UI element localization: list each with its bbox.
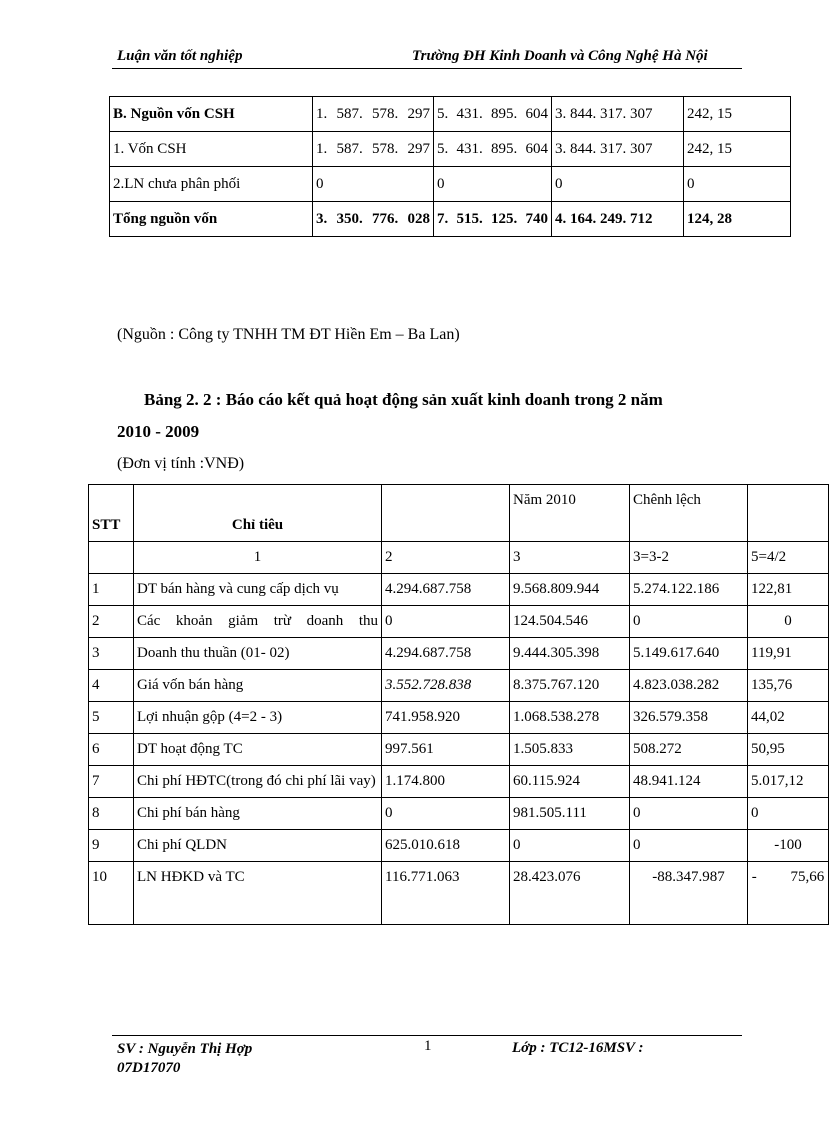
cell: 9.568.809.944 [510, 574, 630, 606]
cell: 9.444.305.398 [510, 638, 630, 670]
cell: 60.115.924 [510, 766, 630, 798]
cell: 3. 844. 317. 307 [552, 132, 684, 167]
cell: 741.958.920 [382, 702, 510, 734]
cell: 5. 431. 895. 604 [434, 97, 552, 132]
cell-stt: 1 [89, 574, 134, 606]
cell-stt: 6 [89, 734, 134, 766]
cell: 0 [510, 830, 630, 862]
cell: 0 [630, 606, 748, 638]
table-header [89, 485, 829, 542]
cell-name: DT bán hàng và cung cấp dịch vụ [134, 574, 382, 606]
cell: 5.017,12 [748, 766, 829, 798]
cell: 122,81 [748, 574, 829, 606]
cell: 326.579.358 [630, 702, 748, 734]
footer-student [117, 1040, 252, 1078]
footer-student-code: 07D17070 [117, 1060, 181, 1076]
table-row [89, 830, 829, 862]
row-label: B. Nguồn vốn CSH [110, 97, 313, 132]
table-row [89, 766, 829, 798]
cell: 0 [382, 798, 510, 830]
cell: 5. 431. 895. 604 [434, 132, 552, 167]
cell: 1.505.833 [510, 734, 630, 766]
cell: 0 [748, 798, 829, 830]
cell: 997.561 [382, 734, 510, 766]
footer-rule [112, 1035, 742, 1036]
cell: -100 [748, 830, 829, 862]
capital-table [109, 96, 791, 237]
cell: 50,95 [748, 734, 829, 766]
cell-stt: 8 [89, 798, 134, 830]
cell: 135,76 [748, 670, 829, 702]
cell-name: Chi phí bán hàng [134, 798, 382, 830]
table-row [89, 734, 829, 766]
cell: 0 [313, 167, 434, 202]
row-label: 1. Vốn CSH [110, 132, 313, 167]
cell: 1 [134, 542, 382, 574]
cell-name: LN HĐKD và TC [134, 862, 382, 925]
cell: 3. 844. 317. 307 [552, 97, 684, 132]
cell: 3.552.728.838 [382, 670, 510, 702]
cell: 981.505.111 [510, 798, 630, 830]
cell: 0 [552, 167, 684, 202]
index-row [89, 542, 829, 574]
cell-name: Các khoản giảm trừ doanh thu [134, 606, 382, 638]
cell: 508.272 [630, 734, 748, 766]
table-row [89, 574, 829, 606]
cell-stt: 7 [89, 766, 134, 798]
cell: 0 [434, 167, 552, 202]
cell: - 75,66 [748, 862, 829, 925]
footer-student-name: SV : Nguyễn Thị Hợp [117, 1041, 253, 1057]
cell: 1. 587. 578. 297 [313, 97, 434, 132]
cell: 4.294.687.758 [382, 574, 510, 606]
cell: 5.149.617.640 [630, 638, 748, 670]
cell: -88.347.987 [630, 862, 748, 925]
cell: 124, 28 [684, 202, 791, 237]
footer-class: Lớp : TC12-16MSV : [512, 1040, 644, 1056]
header-col-2 [382, 485, 510, 542]
cell: 1. 587. 578. 297 [313, 132, 434, 167]
table-row [110, 167, 791, 202]
unit-note: (Đơn vị tính :VNĐ) [117, 455, 245, 472]
cell: 0 [748, 606, 829, 638]
cell: 3. 350. 776. 028 [313, 202, 434, 237]
table-row [89, 606, 829, 638]
header-right: Trường ĐH Kinh Doanh và Công Nghệ Hà Nội [412, 48, 708, 64]
cell-name: Lợi nhuận gộp (4=2 - 3) [134, 702, 382, 734]
cell: 48.941.124 [630, 766, 748, 798]
page-number: 1 [424, 1038, 432, 1054]
cell: 1.174.800 [382, 766, 510, 798]
header-chi-tieu: Chỉ tiêu [134, 485, 382, 542]
cell: 3 [510, 542, 630, 574]
table-row [110, 132, 791, 167]
cell-stt: 10 [89, 862, 134, 925]
table-title-cont: 2010 - 2009 [117, 422, 200, 441]
cell: 5.274.122.186 [630, 574, 748, 606]
cell: 242, 15 [684, 97, 791, 132]
cell: 2 [382, 542, 510, 574]
cell: 0 [630, 798, 748, 830]
cell: 4.294.687.758 [382, 638, 510, 670]
cell: 5=4/2 [748, 542, 829, 574]
cell: 242, 15 [684, 132, 791, 167]
cell-name: Chi phí HĐTC(trong đó chi phí lãi vay) [134, 766, 382, 798]
cell [89, 542, 134, 574]
cell: 4. 164. 249. 712 [552, 202, 684, 237]
cell: 625.010.618 [382, 830, 510, 862]
cell: 7. 515. 125. 740 [434, 202, 552, 237]
cell-stt: 5 [89, 702, 134, 734]
cell: 0 [630, 830, 748, 862]
cell: 116.771.063 [382, 862, 510, 925]
cell-stt: 9 [89, 830, 134, 862]
header-col-4: Chênh lệch [630, 485, 748, 542]
cell: 0 [382, 606, 510, 638]
header-col-3: Năm 2010 [510, 485, 630, 542]
cell: 124.504.546 [510, 606, 630, 638]
cell: 1.068.538.278 [510, 702, 630, 734]
cell-name: Doanh thu thuần (01- 02) [134, 638, 382, 670]
row-label: Tổng nguồn vốn [110, 202, 313, 237]
cell-stt: 3 [89, 638, 134, 670]
cell: 119,91 [748, 638, 829, 670]
cell-stt: 4 [89, 670, 134, 702]
table-title: Bảng 2. 2 : Báo cáo kết quả hoạt động sản xuất kinh doanh trong 2 năm [144, 390, 663, 409]
cell: 44,02 [748, 702, 829, 734]
table-row [110, 97, 791, 132]
header-col-5 [748, 485, 829, 542]
table-row [89, 638, 829, 670]
cell-name: Chi phí QLDN [134, 830, 382, 862]
cell: 8.375.767.120 [510, 670, 630, 702]
source-note: (Nguồn : Công ty TNHH TM ĐT Hiền Em – Ba Lan) [117, 326, 460, 343]
table-row [89, 862, 829, 925]
cell: 3=3-2 [630, 542, 748, 574]
table-row [110, 202, 791, 237]
cell-name: Giá vốn bán hàng [134, 670, 382, 702]
header-rule [112, 68, 742, 69]
income-statement-table [88, 484, 829, 925]
cell-stt: 2 [89, 606, 134, 638]
cell: 4.823.038.282 [630, 670, 748, 702]
table-row [89, 702, 829, 734]
header-left: Luận văn tốt nghiệp [117, 48, 243, 64]
cell: 28.423.076 [510, 862, 630, 925]
header-stt: STT [89, 485, 134, 542]
cell-name: DT hoạt động TC [134, 734, 382, 766]
cell: 0 [684, 167, 791, 202]
table-row [89, 670, 829, 702]
table-row [89, 798, 829, 830]
row-label: 2.LN chưa phân phối [110, 167, 313, 202]
